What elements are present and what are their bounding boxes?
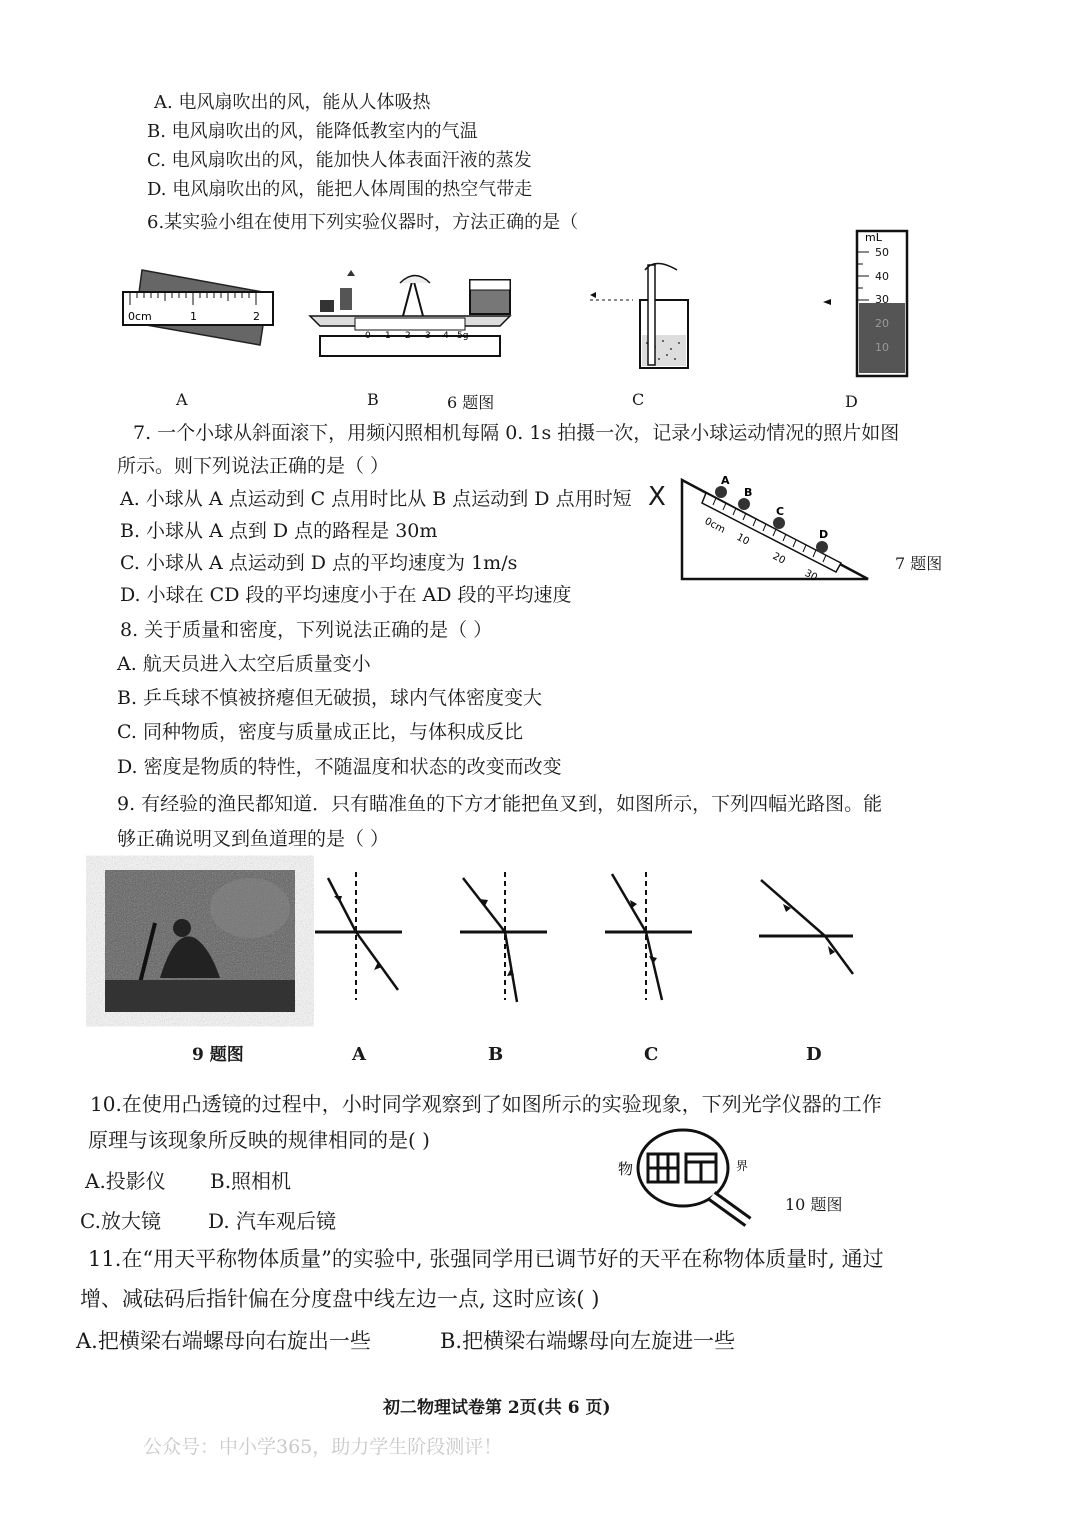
q6-ruler-mark-2: 2 <box>253 310 260 323</box>
q11-option-a: A.把横梁右端螺母向右旋出一些 <box>76 1329 371 1353</box>
watermark-text: 公众号：中小学365，助力学生阶段测评！ <box>143 1436 503 1458</box>
page-footer: 初二物理试卷第 2页(共 6 页) <box>383 1398 611 1418</box>
q6-balance-mark-1: 1 <box>385 331 391 341</box>
q10-figure-left-char: 物 <box>618 1160 634 1178</box>
q6-figure-d-cylinder <box>815 227 915 379</box>
q7-figure-incline <box>676 475 876 585</box>
q10-stem-line1: 10.在使用凸透镜的过程中，小时同学观察到了如图所示的实验现象，下列光学仪器的工作 <box>90 1092 882 1116</box>
q6-balance-mark-4: 4 <box>443 331 449 341</box>
q7-ruler-mark-10: 10 <box>734 531 751 548</box>
q7-ball-label-c: C <box>776 505 785 518</box>
q9-optics-diagram-a <box>310 870 405 1005</box>
q6-label-a: A <box>176 390 188 409</box>
q10-stem-line2: 原理与该现象所反映的规律相同的是( ) <box>88 1128 430 1152</box>
q6-label-b: B <box>367 390 379 409</box>
q6-figure-caption: 6 题图 <box>447 393 495 412</box>
q6-figure-b-balance <box>305 258 520 363</box>
q7-figure-caption: 7 题图 <box>895 554 943 573</box>
q9-label-c: C <box>644 1044 659 1065</box>
q7-option-d: D. 小球在 CD 段的平均速度小于在 AD 段的平均速度 <box>120 584 572 606</box>
q6-balance-mark-0: 0 <box>365 331 371 341</box>
q9-stem-line1: 9. 有经验的渔民都知道．只有瞄准鱼的下方才能把鱼叉到，如图所示，下列四幅光路图。能 <box>117 793 883 815</box>
q11-stem-line1: 11.在“用天平称物体质量”的实验中, 张强同学用已调节好的天平在称物体质量时, 通过 <box>88 1247 884 1271</box>
q11-stem-line2: 增、减砝码后指针偏在分度盘中线左边一点, 这时应该( ) <box>80 1287 600 1311</box>
q7-option-a: A. 小球从 A 点运动到 C 点用时比从 B 点运动到 D 点用时短 <box>120 488 632 510</box>
q6-label-d: D <box>845 392 858 411</box>
q10-option-b: B.照相机 <box>210 1169 292 1193</box>
q6-label-c: C <box>632 390 645 409</box>
q6-ruler-mark-1: 1 <box>190 310 197 323</box>
q10-magnifier-figure <box>608 1124 778 1234</box>
q6-balance-mark-3: 3 <box>425 331 431 341</box>
q6-cylinder-mark-40: 40 <box>875 270 889 283</box>
q10-option-a: A.投影仪 <box>85 1169 166 1193</box>
q6-balance-mark-5: 5g <box>457 331 469 341</box>
q6-cylinder-mark-30: 30 <box>875 293 889 306</box>
q6-cylinder-mark-10: 10 <box>875 341 889 354</box>
q7-option-b: B. 小球从 A 点到 D 点的路程是 30m <box>120 520 438 542</box>
q7-handwritten-mark: X <box>648 482 666 512</box>
q7-stem-line1: 7. 一个小球从斜面滚下，用频闪照相机每隔 0. 1s 拍摄一次，记录小球运动情况的照片如图 <box>133 422 900 444</box>
q5-option-a: A. 电风扇吹出的风，能从人体吸热 <box>154 92 431 113</box>
q8-stem: 8. 关于质量和密度，下列说法正确的是（ ） <box>120 619 493 641</box>
q7-ruler-mark-0: 0cm <box>702 515 727 536</box>
q7-stem-line2: 所示。则下列说法正确的是（ ） <box>117 455 390 477</box>
q9-optics-diagram-c <box>600 870 695 1005</box>
q9-stem-line2: 够正确说明叉到鱼道理的是（ ） <box>117 828 390 850</box>
q6-cylinder-mark-20: 20 <box>875 317 889 330</box>
q8-option-c: C. 同种物质，密度与质量成正比，与体积成反比 <box>117 721 523 743</box>
q7-ruler-mark-20: 20 <box>770 550 787 567</box>
q6-cylinder-unit: mL <box>865 231 882 244</box>
q7-ball-label-d: D <box>819 528 829 541</box>
q8-option-a: A. 航天员进入太空后质量变小 <box>117 653 371 675</box>
q7-option-c: C. 小球从 A 点运动到 D 点的平均速度为 1m/s <box>120 552 518 574</box>
q6-cylinder-mark-50: 50 <box>875 246 889 259</box>
q8-option-b: B. 乒乓球不慎被挤瘪但无破损，球内气体密度变大 <box>117 687 543 709</box>
q5-option-b: B. 电风扇吹出的风，能降低教室内的气温 <box>147 121 478 142</box>
q9-optics-diagram-b <box>455 870 550 1005</box>
q5-option-c: C. 电风扇吹出的风，能加快人体表面汗液的蒸发 <box>147 150 532 171</box>
q6-ruler-mark-0: 0cm <box>128 310 152 323</box>
q11-option-b: B.把横梁右端螺母向左旋进一些 <box>440 1329 736 1353</box>
q10-figure-caption: 10 题图 <box>785 1195 843 1214</box>
q9-fisherman-photo <box>100 868 300 1018</box>
q7-ball-label-a: A <box>721 474 730 487</box>
q6-figure-a-ruler <box>120 265 280 350</box>
q6-balance-mark-2: 2 <box>405 331 411 341</box>
q7-ball-label-b: B <box>744 486 753 499</box>
q9-label-a: A <box>352 1044 366 1065</box>
q9-label-d: D <box>806 1044 822 1065</box>
q6-figure-c-thermometer <box>585 255 695 375</box>
q7-ruler-mark-30: 30 <box>802 567 819 584</box>
q9-optics-diagram-d <box>755 870 860 1005</box>
q8-option-d: D. 密度是物质的特性，不随温度和状态的改变而改变 <box>117 756 562 778</box>
q6-stem: 6.某实验小组在使用下列实验仪器时，方法正确的是（ <box>147 212 579 233</box>
q9-label-b: B <box>488 1044 504 1065</box>
q9-figure-caption: 9 题图 <box>192 1045 244 1065</box>
q10-option-d: D. 汽车观后镜 <box>208 1209 337 1233</box>
q10-option-c: C.放大镜 <box>80 1209 161 1233</box>
q5-option-d: D. 电风扇吹出的风，能把人体周围的热空气带走 <box>147 179 533 200</box>
q10-figure-right-char: 界 <box>736 1159 749 1173</box>
